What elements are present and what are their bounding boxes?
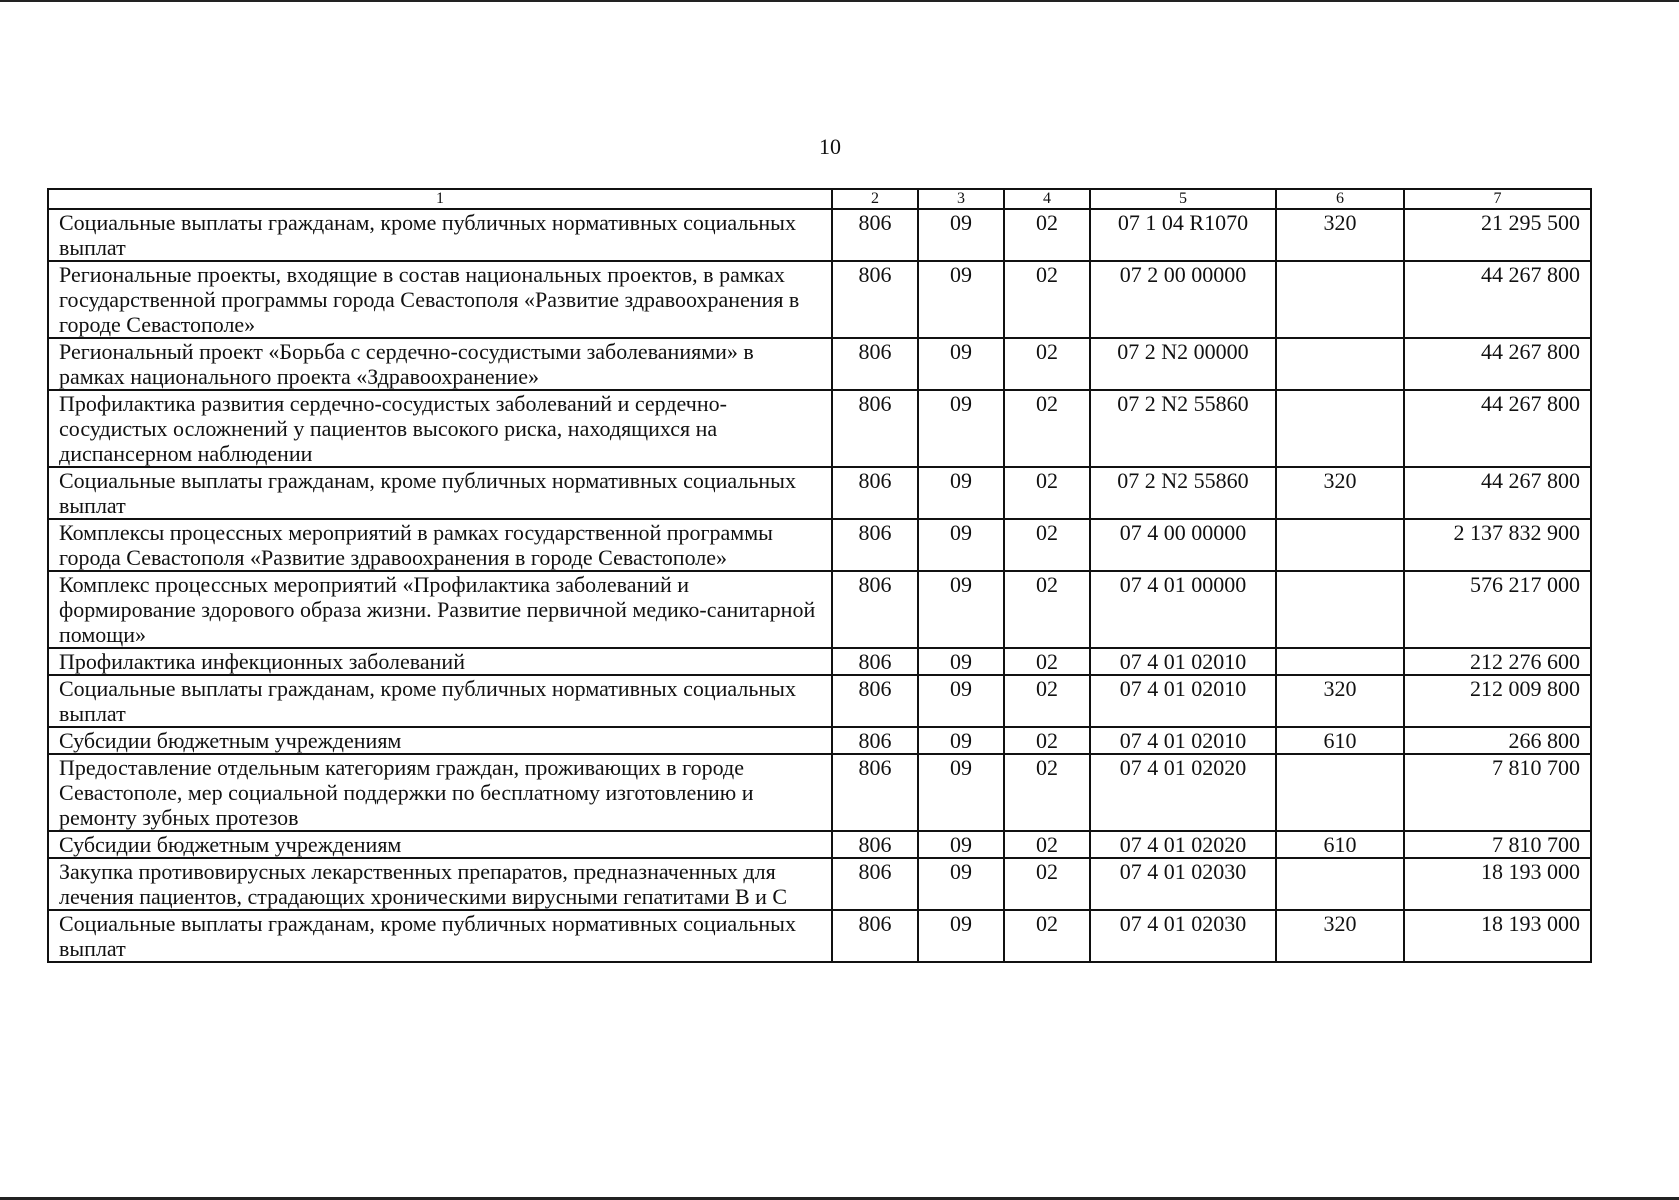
column-number-3: 3 [918,189,1004,209]
table-row [48,910,1591,962]
row-subsection-code: 02 [1004,467,1090,519]
table-row [48,209,1591,261]
row-name: Региональный проект «Борьба с сердечно-сосудистыми заболеваниями» в рамках национального проекта «Здравоохранение» [48,338,832,390]
table-row [48,831,1591,858]
budget-table [47,188,1592,963]
row-section-code: 09 [918,571,1004,648]
row-target-article: 07 2 N2 55860 [1090,390,1276,467]
column-number-2: 2 [832,189,918,209]
row-expense-type [1276,519,1404,571]
column-number-5: 5 [1090,189,1276,209]
row-target-article: 07 4 01 02020 [1090,831,1276,858]
row-subsection-code: 02 [1004,390,1090,467]
row-amount: 44 267 800 [1404,467,1591,519]
row-amount: 44 267 800 [1404,261,1591,338]
row-target-article: 07 4 01 02010 [1090,727,1276,754]
row-section-code: 09 [918,910,1004,962]
row-section-code: 09 [918,519,1004,571]
row-section-code: 09 [918,727,1004,754]
row-section-code: 09 [918,831,1004,858]
row-target-article: 07 4 00 00000 [1090,519,1276,571]
row-expense-type: 320 [1276,467,1404,519]
row-amount: 2 137 832 900 [1404,519,1591,571]
row-department-code: 806 [832,858,918,910]
row-expense-type [1276,261,1404,338]
row-target-article: 07 4 01 02020 [1090,754,1276,831]
row-department-code: 806 [832,261,918,338]
row-name: Социальные выплаты гражданам, кроме публичных нормативных социальных выплат [48,209,832,261]
column-number-1: 1 [48,189,832,209]
row-amount: 44 267 800 [1404,390,1591,467]
row-name: Субсидии бюджетным учреждениям [48,831,832,858]
row-target-article: 07 1 04 R1070 [1090,209,1276,261]
column-number-4: 4 [1004,189,1090,209]
table-row [48,754,1591,831]
row-section-code: 09 [918,648,1004,675]
row-target-article: 07 2 N2 00000 [1090,338,1276,390]
row-target-article: 07 4 01 02010 [1090,675,1276,727]
row-department-code: 806 [832,754,918,831]
row-department-code: 806 [832,338,918,390]
row-subsection-code: 02 [1004,209,1090,261]
row-department-code: 806 [832,831,918,858]
row-name: Профилактика развития сердечно-сосудистых заболеваний и сердечно-сосудистых осложнений у пациентов высокого риска, находящихся на диспансерном наблюдении [48,390,832,467]
row-name: Социальные выплаты гражданам, кроме публичных нормативных социальных выплат [48,675,832,727]
row-name: Предоставление отдельным категориям граждан, проживающих в городе Севастополе, мер социальной поддержки по бесплатному изготовлению и ремонту зубных протезов [48,754,832,831]
row-subsection-code: 02 [1004,754,1090,831]
row-expense-type [1276,571,1404,648]
table-row [48,467,1591,519]
column-number-7: 7 [1404,189,1591,209]
row-subsection-code: 02 [1004,261,1090,338]
row-expense-type: 320 [1276,675,1404,727]
row-subsection-code: 02 [1004,727,1090,754]
row-amount: 44 267 800 [1404,338,1591,390]
row-expense-type [1276,754,1404,831]
row-subsection-code: 02 [1004,648,1090,675]
row-expense-type: 610 [1276,727,1404,754]
row-target-article: 07 2 N2 55860 [1090,467,1276,519]
row-target-article: 07 2 00 00000 [1090,261,1276,338]
row-department-code: 806 [832,390,918,467]
row-expense-type: 320 [1276,910,1404,962]
row-expense-type [1276,648,1404,675]
row-subsection-code: 02 [1004,910,1090,962]
row-section-code: 09 [918,338,1004,390]
table-row [48,571,1591,648]
row-amount: 7 810 700 [1404,754,1591,831]
row-subsection-code: 02 [1004,338,1090,390]
row-name: Комплекс процессных мероприятий «Профилактика заболеваний и формирование здорового образа жизни. Развитие первичной медико-санитарной помощи» [48,571,832,648]
column-number-6: 6 [1276,189,1404,209]
row-subsection-code: 02 [1004,858,1090,910]
row-section-code: 09 [918,261,1004,338]
row-target-article: 07 4 01 00000 [1090,571,1276,648]
table-row [48,858,1591,910]
row-amount: 576 217 000 [1404,571,1591,648]
row-section-code: 09 [918,858,1004,910]
row-subsection-code: 02 [1004,675,1090,727]
table-row [48,390,1591,467]
row-expense-type [1276,858,1404,910]
row-name: Социальные выплаты гражданам, кроме публичных нормативных социальных выплат [48,467,832,519]
row-department-code: 806 [832,648,918,675]
table-header [48,189,1591,209]
row-target-article: 07 4 01 02010 [1090,648,1276,675]
row-amount: 18 193 000 [1404,858,1591,910]
row-subsection-code: 02 [1004,831,1090,858]
row-section-code: 09 [918,390,1004,467]
table-row [48,648,1591,675]
row-subsection-code: 02 [1004,571,1090,648]
table-row [48,675,1591,727]
row-department-code: 806 [832,519,918,571]
row-name: Комплексы процессных мероприятий в рамках государственной программы города Севастополя «Развитие здравоохранения в городе Севастополе» [48,519,832,571]
scan-edge-top [0,0,1679,2]
row-section-code: 09 [918,754,1004,831]
row-name: Региональные проекты, входящие в состав национальных проектов, в рамках государственной программы города Севастополя «Развитие здравоохранения в городе Севастополе» [48,261,832,338]
row-amount: 212 276 600 [1404,648,1591,675]
table-row [48,338,1591,390]
row-section-code: 09 [918,209,1004,261]
row-section-code: 09 [918,675,1004,727]
row-subsection-code: 02 [1004,519,1090,571]
row-amount: 212 009 800 [1404,675,1591,727]
table-row [48,519,1591,571]
row-department-code: 806 [832,910,918,962]
table-row [48,727,1591,754]
row-name: Закупка противовирусных лекарственных препаратов, предназначенных для лечения пациентов, страдающих хроническими вирусными гепатитами B и C [48,858,832,910]
row-section-code: 09 [918,467,1004,519]
row-target-article: 07 4 01 02030 [1090,910,1276,962]
row-amount: 7 810 700 [1404,831,1591,858]
row-amount: 21 295 500 [1404,209,1591,261]
row-expense-type: 610 [1276,831,1404,858]
row-name: Субсидии бюджетным учреждениям [48,727,832,754]
row-target-article: 07 4 01 02030 [1090,858,1276,910]
table-row [48,261,1591,338]
row-department-code: 806 [832,571,918,648]
row-amount: 18 193 000 [1404,910,1591,962]
row-name: Профилактика инфекционных заболеваний [48,648,832,675]
row-expense-type [1276,390,1404,467]
row-amount: 266 800 [1404,727,1591,754]
row-name: Социальные выплаты гражданам, кроме публичных нормативных социальных выплат [48,910,832,962]
header-row [48,189,1591,209]
row-department-code: 806 [832,727,918,754]
row-department-code: 806 [832,467,918,519]
row-department-code: 806 [832,675,918,727]
row-expense-type: 320 [1276,209,1404,261]
table-body [48,209,1591,962]
row-department-code: 806 [832,209,918,261]
row-expense-type [1276,338,1404,390]
page-number: 10 [819,134,841,159]
